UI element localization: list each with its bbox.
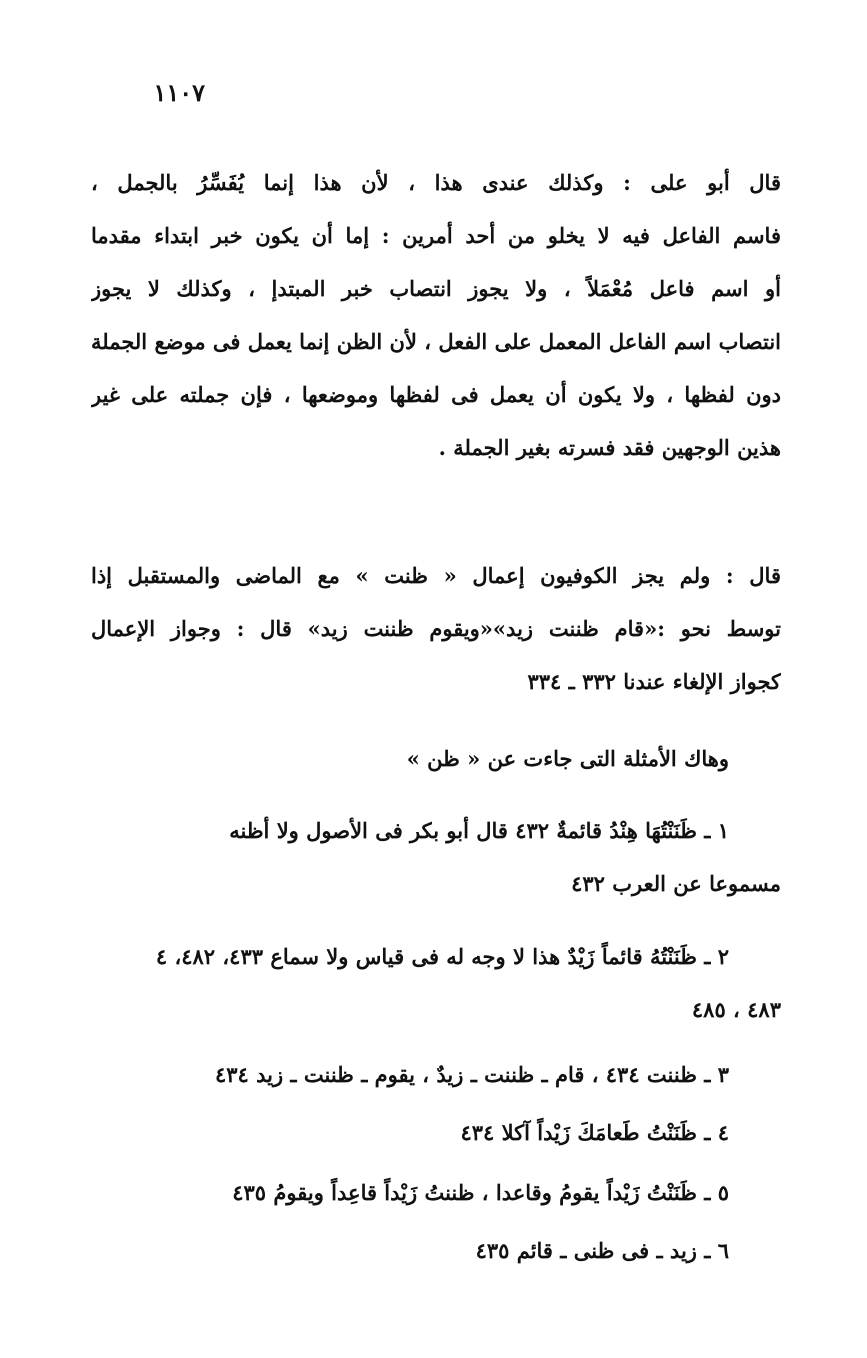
paragraph-line: كجواز الإلغاء عندنا ٣٣٢ ـ ٣٣٤ <box>527 669 781 694</box>
example-line: ٤ ـ ظَنَنْتُ طَعامَكَ زَيْداً آكلا ٤٣٤ <box>460 1120 729 1145</box>
page-number: ١١٠٧ <box>153 78 205 107</box>
paragraph-kufiyun <box>91 549 781 708</box>
example-item-3 <box>91 1048 781 1101</box>
example-item-1 <box>91 804 781 910</box>
example-line: مسموعا عن العرب ٤٣٢ <box>571 871 781 896</box>
paragraph-line: فاسم الفاعل فيه لا يخلو من أحد أمرين : إما أن يكون خبر ابتداء مقدما <box>91 223 781 248</box>
example-line: ٣ ـ ظننت ٤٣٤ ، قام ـ ظننت ـ زيدٌ ، يقوم ـ ظننت ـ زيد ٤٣٤ <box>214 1062 729 1087</box>
examples-heading: وهاك الأمثلة التى جاءت عن « ظن » <box>406 746 729 771</box>
paragraph-abu-ali <box>91 156 781 474</box>
example-line: ٢ ـ ظَنَنْتُهُ قائماً زَيْدٌ هذا لا وجه له فى قياس ولا سماع ٤٣٣، ٤٨٢، ٤ <box>155 944 729 969</box>
example-item-2 <box>91 930 781 1036</box>
paragraph-line: أو اسم فاعل مُعْمَلاً ، ولا يجوز انتصاب خبر المبتدإ ، وكذلك لا يجوز <box>91 276 781 301</box>
example-item-6 <box>91 1224 781 1277</box>
example-line: ٥ ـ ظَنَنْتُ زَيْداً يقومُ وقاعدا ، ظننتُ زَيْداً قاعِداً ويقومُ ٤٣٥ <box>232 1180 729 1205</box>
paragraph-line: قال : ولم يجز الكوفيون إعمال « ظنت » مع الماضى والمستقبل إذا <box>91 563 781 588</box>
example-line: ١ ـ ظَنَنْتُهَا هِنْدُ قائمةٌ ٤٣٢ قال أبو بكر فى الأصول ولا أظنه <box>229 818 729 843</box>
example-item-4 <box>91 1106 781 1159</box>
paragraph-line: انتصاب اسم الفاعل المعمل على الفعل ، لأن الظن إنما يعمل فى موضع الجملة <box>91 329 781 354</box>
paragraph-line: توسط نحو :«قام ظننت زيد»«ويقوم ظننت زيد» قال : وجواز الإعمال <box>91 616 781 641</box>
paragraph-line: هذين الوجهين فقد فسرته بغير الجملة . <box>438 435 781 460</box>
paragraph-line: دون لفظها ، ولا يكون أن يعمل فى لفظها وموضعها ، فإن جملته على غير <box>91 382 781 407</box>
example-item-5 <box>91 1166 781 1219</box>
example-line: ٦ ـ زيد ـ فى ظنى ـ قائم ٤٣٥ <box>475 1238 729 1263</box>
example-line: ٤٨٣ ، ٤٨٥ <box>691 997 781 1022</box>
paragraph-line: قال أبو على : وكذلك عندى هذا ، لأن هذا إنما يُفَسِّرُ بالجمل ، <box>91 170 781 195</box>
